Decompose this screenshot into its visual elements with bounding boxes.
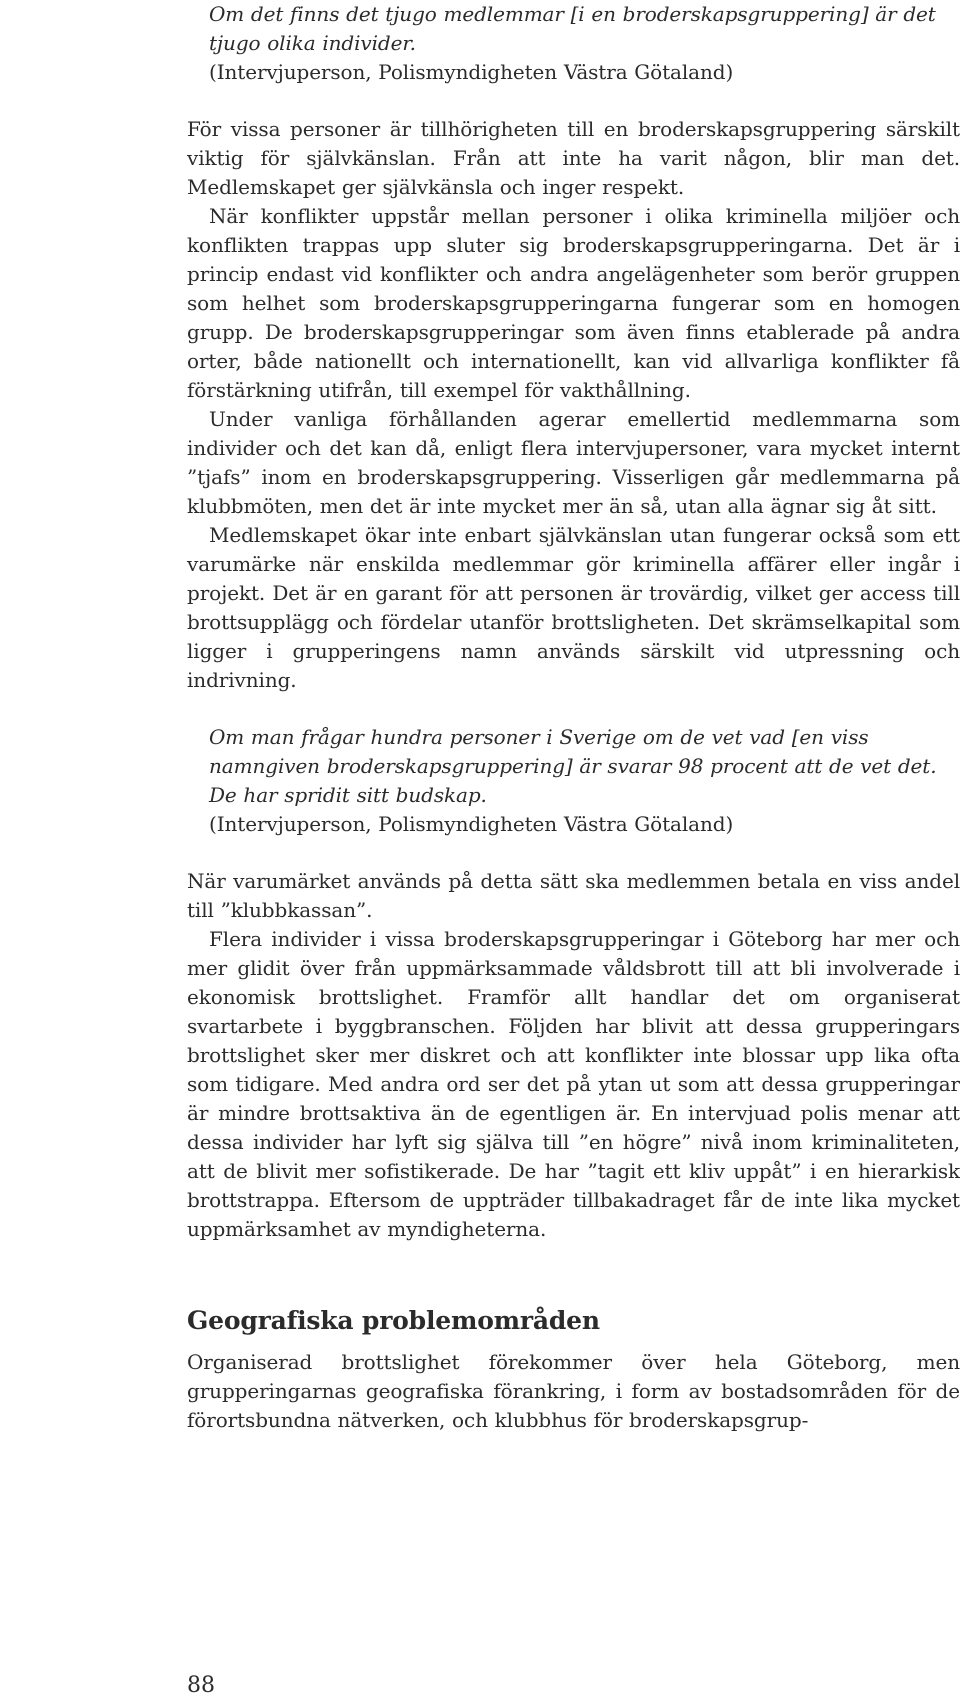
page-number: 88 xyxy=(187,1673,215,1698)
body-section xyxy=(187,1348,960,1435)
block-quote xyxy=(187,0,960,87)
section-heading: Geografiska problemområden xyxy=(187,1306,600,1335)
paragraph: När varumärket används på detta sätt ska medlemmen betala en viss andel till ”klubbkassan”. xyxy=(187,869,960,922)
paragraph: Organiserad brottslighet förekommer över hela Göteborg, men grupperingarnas geografiska förankring, i form av bostadsområden för de förortsbundna nätverken, och klubbhus för broderskapsgrup- xyxy=(187,1350,960,1432)
paragraph: Medlemskapet ökar inte enbart självkänslan utan fungerar också som ett varumärke när enskilda medlemmar gör kriminella affärer eller ingår i projekt. Det är en garant för att personen är trovärdig, vilket ger access till brottsupplägg och fördelar utanför brottsligheten. Det skrämselkapital som ligger i grupperingens namn används särskilt vid utpressning och indrivning. xyxy=(187,523,960,692)
quote-text: Om det finns det tjugo medlemmar [i en broderskapsgruppering] är det tjugo olika individer. xyxy=(209,2,936,55)
block-quote xyxy=(187,723,960,839)
paragraph: När konflikter uppstår mellan personer i olika kriminella miljöer och konflikten trappas upp sluter sig broderskapsgrupperingarna. Det är i princip endast vid konflikter och andra angelägenheter som berör gruppen som helhet som broderskapsgrupperingarna fungerar som en homogen grupp. De broderskapsgrupperingar som även finns etablerade på andra orter, både nationellt och internationellt, kan vid allvarliga konflikter få förstärkning utifrån, till exempel för vakthållning. xyxy=(187,204,960,402)
quote-attribution: (Intervjuperson, Polismyndigheten Västra Götaland) xyxy=(209,812,734,836)
paragraph: För vissa personer är tillhörigheten till en broderskapsgruppering särskilt viktig för självkänslan. Från att inte ha varit någon, blir man det. Medlemskapet ger självkänsla och inger respekt. xyxy=(187,117,960,199)
paragraph: Under vanliga förhållanden agerar emellertid medlemmarna som individer och det kan då, enligt flera intervjupersoner, vara mycket internt ”tjafs” inom en broderskapsgruppering. Visserligen går medlemmarna på klubbmöten, men det är inte mycket mer än så, utan alla ägnar sig åt sitt. xyxy=(187,407,960,518)
quote-attribution: (Intervjuperson, Polismyndigheten Västra Götaland) xyxy=(209,60,734,84)
quote-text: Om man frågar hundra personer i Sverige om de vet vad [en viss namngiven broderskapsgruppering] är svarar 98 procent att de vet det. De har spridit sitt budskap. xyxy=(209,725,937,807)
body-section xyxy=(187,115,960,695)
body-section xyxy=(187,867,960,1244)
paragraph: Flera individer i vissa broderskapsgrupperingar i Göteborg har mer och mer glidit över från uppmärksammade våldsbrott till att bli involverade i ekonomisk brottslighet. Framför allt handlar det om organiserat svartarbete i byggbranschen. Följden har blivit att dessa grupperingars brottslighet sker mer diskret och att konflikter inte blossar upp lika ofta som tidigare. Med andra ord ser det på ytan ut som att dessa grupperingar är mindre brottsaktiva än de egentligen är. En intervjuad polis menar att dessa individer har lyft sig själva till ”en högre” nivå inom kriminaliteten, att de blivit mer sofistikerade. De har ”tagit ett kliv uppåt” i en hierarkisk brottstrappa. Eftersom de uppträder tillbakadraget får de inte lika mycket uppmärksamhet av myndigheterna. xyxy=(187,927,960,1241)
document-page xyxy=(187,0,960,1706)
